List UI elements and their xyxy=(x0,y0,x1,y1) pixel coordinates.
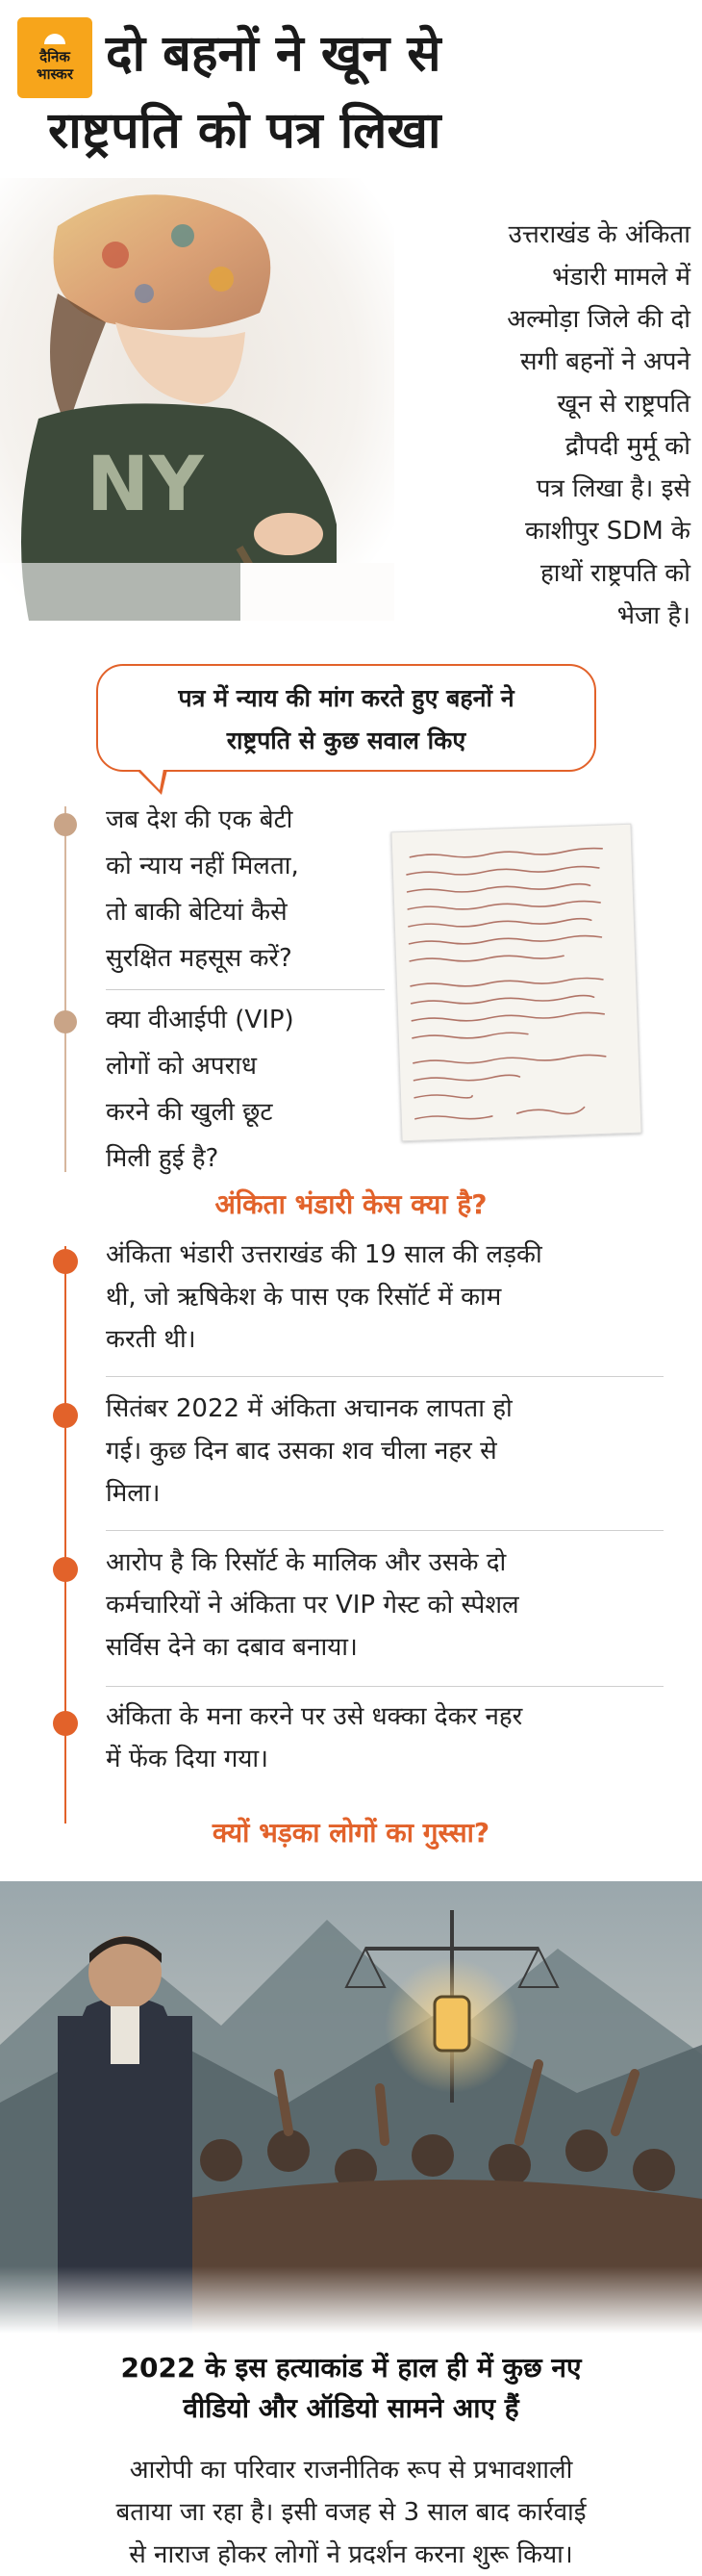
case-line: थी, जो ऋषिकेश के पास एक रिसॉर्ट में काम xyxy=(106,1283,502,1312)
case-line: सर्विस देने का दबाव बनाया। xyxy=(106,1633,358,1662)
footer-line: से नाराज होकर लोगों ने प्रदर्शन करना शुरू किया। xyxy=(129,2540,573,2569)
intro-line: काशीपुर SDM के xyxy=(525,517,690,546)
case-line: सितंबर 2022 में अंकिता अचानक लापता हो xyxy=(106,1394,513,1423)
case-line: गई। कुछ दिन बाद उसका शव चीला नहर से xyxy=(106,1437,497,1466)
question-item-2 xyxy=(106,997,394,1182)
intro-line: द्रौपदी मुर्मू को xyxy=(564,432,690,461)
intro-line: भंडारी मामले में xyxy=(552,263,690,292)
bullet-dot-icon xyxy=(53,1711,78,1736)
case-item-1 xyxy=(106,1234,673,1361)
intro-line: भेजा है। xyxy=(616,601,690,630)
sun-logo-icon xyxy=(44,34,65,44)
bullet-dot-icon xyxy=(53,1403,78,1428)
case-line: करती थी। xyxy=(106,1325,196,1354)
anger-heading: क्यों भड़का लोगों का गुस्सा? xyxy=(212,1817,490,1849)
caption-line-2: वीडियो और ऑडियो सामने आए हैं xyxy=(183,2392,519,2424)
case-heading: अंकिता भंडारी केस क्या है? xyxy=(214,1188,488,1220)
svg-text:NY: NY xyxy=(87,442,204,528)
caption-line-1: 2022 के इस हत्याकांड में हाल ही में कुछ नए xyxy=(120,2352,582,2384)
divider xyxy=(106,1376,664,1377)
case-timeline-line xyxy=(64,1246,66,1824)
intro-line: सगी बहनों ने अपने xyxy=(519,347,690,376)
handwritten-letter-image xyxy=(390,824,641,1142)
case-line: कर्मचारियों ने अंकिता पर VIP गेस्ट को स्पेशल xyxy=(106,1591,519,1620)
bubble-tail-inner xyxy=(139,769,163,790)
question-line: जब देश की एक बेटी xyxy=(106,805,293,834)
case-line: अंकिता भंडारी उत्तराखंड की 19 साल की लड़की xyxy=(106,1240,542,1269)
questions-timeline-line xyxy=(64,806,66,1172)
logo-line-2: भास्कर xyxy=(37,64,73,83)
intro-line: खून से राष्ट्रपति xyxy=(557,390,690,419)
intro-line: उत्तराखंड के अंकिता xyxy=(508,220,690,249)
bubble-line-1: पत्र में न्याय की मांग करते हुए बहनों ने xyxy=(178,684,514,712)
protest-illustration xyxy=(0,1881,702,2334)
question-line: लोगों को अपराध xyxy=(106,1052,257,1081)
questions-speech-bubble xyxy=(96,664,596,772)
footer-line: आरोपी का परिवार राजनीतिक रूप से प्रभावशाली xyxy=(129,2456,573,2485)
question-item-1 xyxy=(106,797,394,982)
intro-line: पत्र लिखा है। इसे xyxy=(536,474,690,503)
bullet-dot-icon xyxy=(54,813,77,836)
divider xyxy=(106,1530,664,1531)
divider xyxy=(106,1686,664,1687)
intro-line: अल्मोड़ा जिले की दो xyxy=(507,305,690,334)
logo-line-1: दैनिक xyxy=(39,47,70,65)
question-line: सुरक्षित महसूस करें? xyxy=(106,944,292,973)
case-line: मिला। xyxy=(106,1479,161,1508)
question-line: करने की खुली छूट xyxy=(106,1098,273,1127)
footer-paragraph xyxy=(38,2449,664,2576)
bullet-dot-icon xyxy=(53,1557,78,1582)
question-line: को न्याय नहीं मिलता, xyxy=(106,852,299,880)
question-line: मिली हुई है? xyxy=(106,1144,219,1173)
title-line-1: दो बहनों ने खून से xyxy=(106,25,441,83)
footer-line: बताया जा रहा है। इसी वजह से 3 साल बाद कार्रवाई xyxy=(115,2498,587,2527)
bubble-line-2: राष्ट्रपति से कुछ सवाल किए xyxy=(226,727,466,754)
case-line: में फेंक दिया गया। xyxy=(106,1745,269,1773)
case-line: आरोप है कि रिसॉर्ट के मालिक और उसके दो xyxy=(106,1548,507,1577)
image-caption xyxy=(0,2348,702,2429)
case-item-3 xyxy=(106,1542,673,1669)
case-item-2 xyxy=(106,1388,673,1515)
case-line: अंकिता के मना करने पर उसे धक्का देकर नहर xyxy=(106,1702,523,1731)
question-line: तो बाकी बेटियां कैसे xyxy=(106,898,288,927)
bullet-dot-icon xyxy=(54,1010,77,1033)
question-line: क्या वीआईपी (VIP) xyxy=(106,1006,294,1034)
dainik-bhaskar-logo xyxy=(17,17,92,98)
title-line-2: राष्ट्रपति को पत्र लिखा xyxy=(48,102,441,160)
case-item-4 xyxy=(106,1696,673,1780)
bullet-dot-icon xyxy=(53,1249,78,1274)
intro-line: हाथों राष्ट्रपति को xyxy=(540,559,690,588)
girl-writing-illustration xyxy=(0,178,394,621)
intro-paragraph xyxy=(402,214,690,637)
divider xyxy=(106,989,385,990)
